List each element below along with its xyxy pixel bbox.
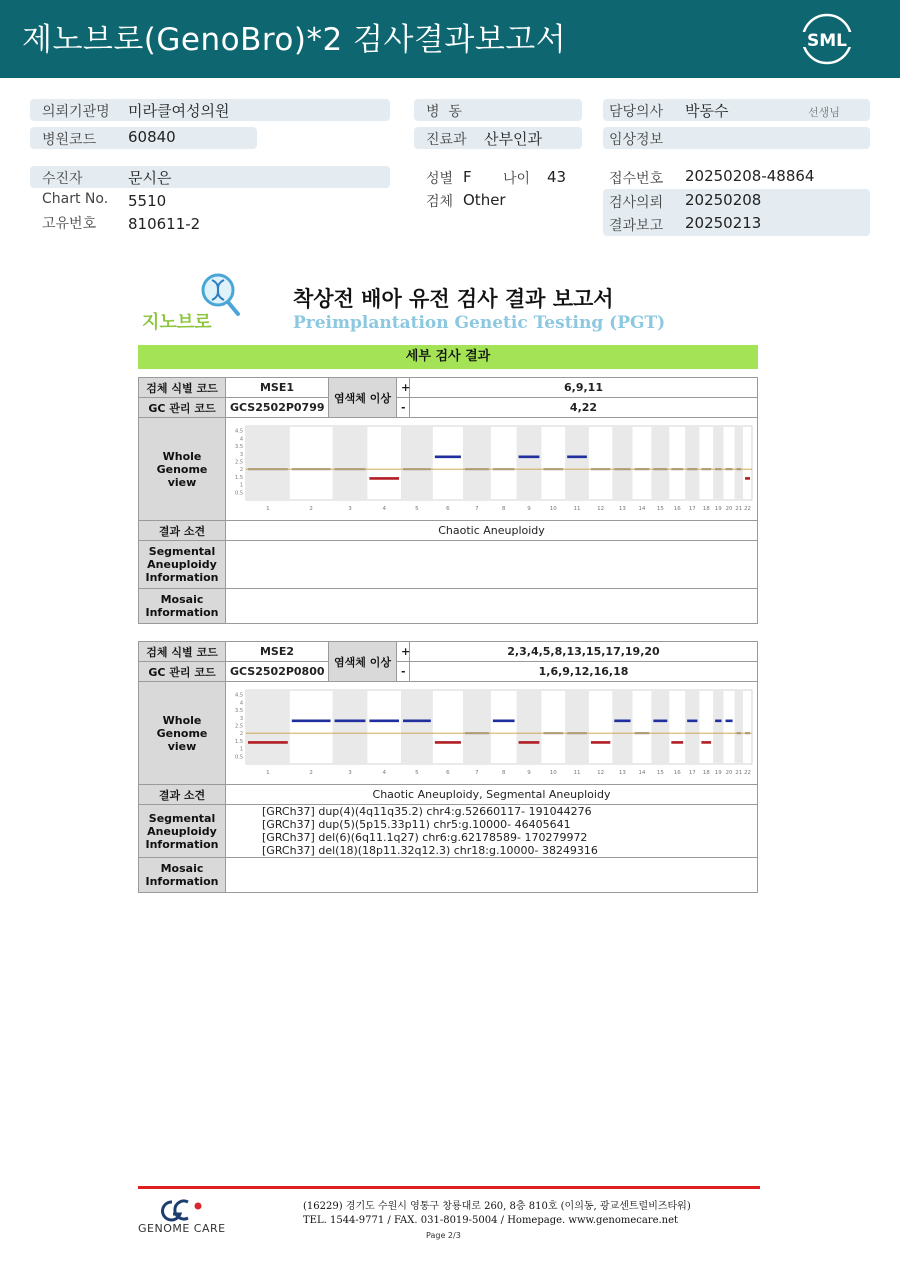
loss-chromosomes: 1,6,9,12,16,18 xyxy=(410,662,758,682)
y-tick-label: 3.5 xyxy=(235,444,243,451)
sample-table-2 xyxy=(138,641,758,893)
gc-code-label: GC 관리 코드 xyxy=(139,662,226,682)
sex-label: 성별 xyxy=(426,171,454,187)
footer-divider xyxy=(138,1186,760,1189)
sample-code-label: 검체 식별 코드 xyxy=(139,378,226,398)
whole-genome-plot xyxy=(228,684,756,779)
mosaic-value xyxy=(226,858,758,893)
clinical-label: 임상정보 xyxy=(609,132,664,148)
hospital-code-value: 60840 xyxy=(128,128,176,146)
mosaic-value xyxy=(226,589,758,624)
x-tick-label: 20 xyxy=(725,770,733,776)
y-tick-label: 0.5 xyxy=(235,754,243,761)
x-tick-label: 22 xyxy=(744,506,752,512)
age-value: 43 xyxy=(547,168,567,186)
x-tick-label: 21 xyxy=(735,770,743,776)
y-tick-label: 4.5 xyxy=(235,428,243,435)
receipt-value: 20250208-48864 xyxy=(685,167,815,185)
request-label: 검사의뢰 xyxy=(609,195,664,211)
x-tick-label: 4 xyxy=(382,506,386,512)
x-tick-label: 6 xyxy=(446,506,450,512)
gc-code-value: GCS2502P0799 xyxy=(226,398,329,418)
pgt-title-korean: 착상전 배아 유전 검사 결과 보고서 xyxy=(293,287,614,311)
whole-genome-plot-cell xyxy=(226,682,758,785)
page-number: Page 2/3 xyxy=(426,1231,461,1240)
x-tick-label: 16 xyxy=(673,506,681,512)
sample-code-label: 검체 식별 코드 xyxy=(139,642,226,662)
x-tick-label: 14 xyxy=(638,506,646,512)
y-tick-label: 4 xyxy=(239,436,243,443)
x-tick-label: 9 xyxy=(527,770,531,776)
y-tick-label: 1.5 xyxy=(235,474,243,481)
segmental-label: Segmental Aneuploidy Information xyxy=(139,541,226,589)
section-header: 세부 검사 결과 xyxy=(138,345,758,369)
x-tick-label: 22 xyxy=(744,770,752,776)
y-tick-label: 4.5 xyxy=(235,692,243,699)
institution-label: 의뢰기관명 xyxy=(42,104,110,120)
y-tick-label: 0.5 xyxy=(235,490,243,497)
doctor-value: 박동수 xyxy=(685,102,729,120)
report-title: 제노브로(GenoBro)*2 검사결과보고서 xyxy=(22,22,567,58)
x-tick-label: 7 xyxy=(475,506,479,512)
table-row xyxy=(139,398,758,418)
sample-code-value: MSE2 xyxy=(226,642,329,662)
table-row xyxy=(139,418,758,521)
x-tick-label: 2 xyxy=(309,506,313,512)
sml-logo-text: SML xyxy=(807,31,847,51)
chrom-abnormality-label: 염색체 이상 xyxy=(329,642,397,682)
loss-sign: - xyxy=(397,662,410,682)
x-tick-label: 10 xyxy=(549,506,557,512)
segmental-label: Segmental Aneuploidy Information xyxy=(139,805,226,858)
table-row xyxy=(139,682,758,785)
x-tick-label: 17 xyxy=(688,506,696,512)
loss-sign: - xyxy=(397,398,410,418)
contact-line: TEL. 1544-9771 / FAX. 031-8019-5004 / Homepage. www.genomecare.net xyxy=(303,1215,679,1226)
chart-label: Chart No. xyxy=(42,191,109,207)
genome-care-name: GENOME CARE xyxy=(138,1222,226,1235)
x-tick-label: 19 xyxy=(714,770,722,776)
x-tick-label: 4 xyxy=(382,770,386,776)
segmental-line: [GRCh37] dup(4)(4q11q35.2) chr4:g.52660117- 191044276 xyxy=(262,805,592,818)
x-tick-label: 10 xyxy=(549,770,557,776)
y-tick-label: 1.5 xyxy=(235,738,243,745)
y-tick-label: 3.5 xyxy=(235,708,243,715)
mosaic-label: Mosaic Information xyxy=(139,589,226,624)
segmental-line: [GRCh37] del(18)(18p11.32q12.3) chr18:g.10000- 38249316 xyxy=(262,844,598,857)
whole-genome-plot xyxy=(228,420,756,515)
x-tick-label: 18 xyxy=(702,770,710,776)
receipt-label: 접수번호 xyxy=(609,171,664,187)
y-tick-label: 1 xyxy=(239,482,243,489)
x-tick-label: 5 xyxy=(415,506,419,512)
table-row xyxy=(139,589,758,624)
age-label: 나이 xyxy=(503,171,531,187)
y-tick-label: 2 xyxy=(239,731,243,738)
institution-value: 미라클여성의원 xyxy=(128,102,230,120)
ward-label: 병 동 xyxy=(426,104,462,120)
x-tick-label: 3 xyxy=(348,506,352,512)
table-row xyxy=(139,662,758,682)
sample-table-1 xyxy=(138,377,758,624)
table-row xyxy=(139,858,758,893)
y-tick-label: 3 xyxy=(239,715,243,722)
x-tick-label: 13 xyxy=(618,506,626,512)
whole-genome-plot-cell xyxy=(226,418,758,521)
patient-name-label: 수진자 xyxy=(42,171,83,187)
chrom-abnormality-label: 염색체 이상 xyxy=(329,378,397,418)
table-row xyxy=(139,642,758,662)
x-tick-label: 11 xyxy=(573,770,581,776)
id-value: 810611-2 xyxy=(128,215,201,233)
x-tick-label: 15 xyxy=(656,506,664,512)
dept-value: 산부인과 xyxy=(484,130,542,148)
report-date-value: 20250213 xyxy=(685,214,762,232)
footer-address xyxy=(303,1200,691,1228)
gc-code-value: GCS2502P0800 xyxy=(226,662,329,682)
y-tick-label: 2 xyxy=(239,467,243,474)
specimen-value: Other xyxy=(463,191,506,209)
y-tick-label: 4 xyxy=(239,700,243,707)
x-tick-label: 9 xyxy=(527,506,531,512)
loss-chromosomes: 4,22 xyxy=(410,398,758,418)
id-label: 고유번호 xyxy=(42,216,97,232)
gain-chromosomes: 2,3,4,5,8,13,15,17,19,20 xyxy=(410,642,758,662)
x-tick-label: 12 xyxy=(597,770,605,776)
specimen-label: 검체 xyxy=(426,194,454,210)
gain-sign: + xyxy=(397,642,410,662)
y-tick-label: 1 xyxy=(239,746,243,753)
finding-label: 결과 소견 xyxy=(139,521,226,541)
table-row xyxy=(139,785,758,805)
whole-genome-label: Whole Genome view xyxy=(139,682,226,785)
y-tick-label: 3 xyxy=(239,451,243,458)
sex-value: F xyxy=(463,168,472,186)
x-tick-label: 14 xyxy=(638,770,646,776)
pgt-title-english: Preimplantation Genetic Testing (PGT) xyxy=(293,313,666,333)
x-tick-label: 8 xyxy=(502,506,506,512)
x-tick-label: 7 xyxy=(475,770,479,776)
sample-code-value: MSE1 xyxy=(226,378,329,398)
finding-label: 결과 소견 xyxy=(139,785,226,805)
segmental-line: [GRCh37] dup(5)(5p15.33p11) chr5:g.10000- 46405641 xyxy=(262,818,571,831)
mosaic-label: Mosaic Information xyxy=(139,858,226,893)
patient-name-value: 문시은 xyxy=(128,169,172,187)
x-tick-label: 19 xyxy=(714,506,722,512)
x-tick-label: 18 xyxy=(702,506,710,512)
table-row xyxy=(139,521,758,541)
y-tick-label: 2.5 xyxy=(235,723,243,730)
doctor-suffix: 선생님 xyxy=(808,106,840,119)
segmental-value xyxy=(226,541,758,589)
x-tick-label: 17 xyxy=(688,770,696,776)
table-row xyxy=(139,541,758,589)
x-tick-label: 6 xyxy=(446,770,450,776)
x-tick-label: 20 xyxy=(725,506,733,512)
gain-sign: + xyxy=(397,378,410,398)
doctor-label: 담당의사 xyxy=(609,104,664,120)
x-tick-label: 1 xyxy=(266,506,270,512)
finding-value: Chaotic Aneuploidy, Segmental Aneuploidy xyxy=(226,785,758,805)
genobro-logo xyxy=(140,272,255,334)
x-tick-label: 12 xyxy=(597,506,605,512)
y-tick-label: 2.5 xyxy=(235,459,243,466)
gc-code-label: GC 관리 코드 xyxy=(139,398,226,418)
request-value: 20250208 xyxy=(685,191,762,209)
x-tick-label: 8 xyxy=(502,770,506,776)
gain-chromosomes: 6,9,11 xyxy=(410,378,758,398)
finding-value: Chaotic Aneuploidy xyxy=(226,521,758,541)
x-tick-label: 13 xyxy=(618,770,626,776)
table-row xyxy=(139,805,758,858)
patient-info xyxy=(0,0,900,250)
x-tick-label: 15 xyxy=(656,770,664,776)
patient-name-row xyxy=(30,166,390,188)
whole-genome-label: Whole Genome view xyxy=(139,418,226,521)
x-tick-label: 3 xyxy=(348,770,352,776)
x-tick-label: 5 xyxy=(415,770,419,776)
x-tick-label: 2 xyxy=(309,770,313,776)
report-date-label: 결과보고 xyxy=(609,218,664,234)
x-tick-label: 1 xyxy=(266,770,270,776)
table-row xyxy=(139,378,758,398)
x-tick-label: 16 xyxy=(673,770,681,776)
x-tick-label: 21 xyxy=(735,506,743,512)
x-tick-label: 11 xyxy=(573,506,581,512)
hospital-code-label: 병원코드 xyxy=(42,132,97,148)
segmental-value xyxy=(226,805,758,858)
segmental-line: [GRCh37] del(6)(6q11.1q27) chr6:g.62178589- 170279972 xyxy=(262,831,588,844)
genobro-logo-text: 지노브로 xyxy=(142,312,212,333)
dept-label: 진료과 xyxy=(426,132,467,148)
address-line: (16229) 경기도 수원시 영통구 창룡대로 260, 8층 810호 (이의동, 광교센트럴비즈타워) xyxy=(303,1201,691,1212)
chart-value: 5510 xyxy=(128,192,167,210)
